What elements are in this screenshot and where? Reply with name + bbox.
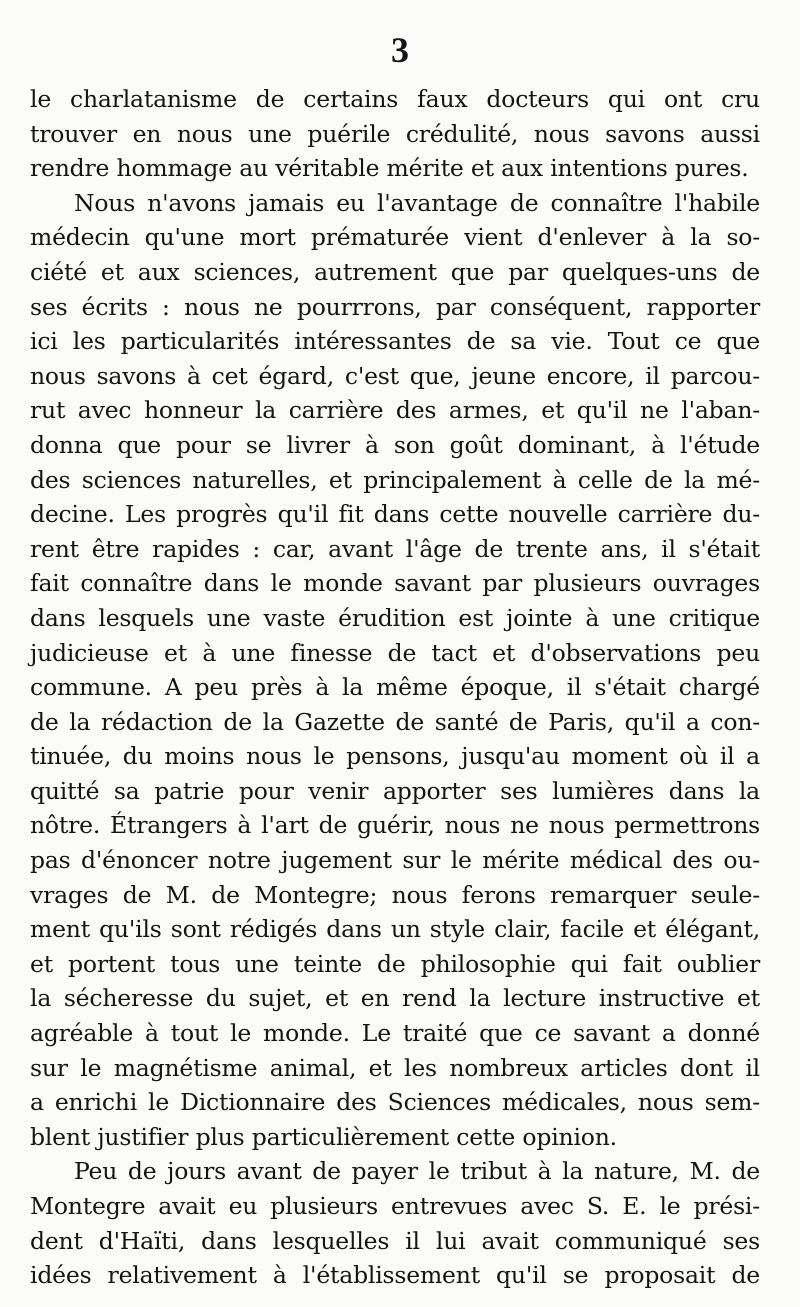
text-line: dent d'Haïti, dans lesquelles il lui avait communiqué ses: [30, 1226, 760, 1255]
text-line: ment qu'ils sont rédigés dans un style clair, facile et élégant,: [30, 915, 760, 944]
text-line: agréable à tout le monde. Le traité que ce savant a donné: [30, 1019, 760, 1048]
text-line: ici les particularités intéressantes de sa vie. Tout ce que: [30, 327, 760, 356]
text-line: Nous n'avons jamais eu l'avantage de connaître l'habile: [74, 188, 760, 217]
text-line: le charlatanisme de certains faux docteurs qui ont cru: [30, 85, 760, 113]
text-line: fait connaître dans le monde savant par plusieurs ouvrages: [30, 569, 760, 598]
text-line: judicieuse et à une finesse de tact et d'observations peu: [30, 638, 760, 667]
text-line: pas d'énoncer notre jugement sur le mérite médical des ou-: [30, 846, 760, 875]
text-line: rut avec honneur la carrière des armes, et qu'il ne l'aban-: [30, 396, 760, 425]
text-line: rent être rapides : car, avant l'âge de trente ans, il s'était: [30, 534, 760, 563]
text-line: ses écrits : nous ne pourrrons, par conséquent, rapporter: [30, 292, 760, 321]
text-line: idées relativement à l'établissement qu'il se proposait de: [30, 1261, 760, 1290]
text-line: commune. A peu près à la même époque, il s'était chargé: [30, 673, 760, 702]
text-line: dans lesquels une vaste érudition est jointe à une critique: [30, 603, 760, 632]
text-line: vrages de M. de Montegre; nous ferons remarquer seule-: [30, 880, 760, 909]
text-line: la sécheresse du sujet, et en rend la lecture instructive et: [30, 984, 760, 1013]
text-line: ciété et aux sciences, autrement que par quelques-uns de: [30, 257, 760, 286]
text-line: nôtre. Étrangers à l'art de guérir, nous ne nous permettrons: [30, 811, 760, 840]
text-line: a enrichi le Dictionnaire des Sciences médicales, nous sem-: [30, 1088, 760, 1117]
body-text: [30, 82, 760, 1293]
text-line: donna que pour se livrer à son goût dominant, à l'étude: [30, 430, 760, 459]
text-line: blent justifier plus particulièrement cette opinion.: [30, 1122, 617, 1151]
text-line: Montegre avait eu plusieurs entrevues avec S. E. le prési-: [30, 1192, 760, 1220]
text-line: trouver en nous une puérile crédulité, nous savons aussi: [30, 119, 760, 148]
text-line: Peu de jours avant de payer le tribut à la nature, M. de: [74, 1157, 760, 1186]
text-line: médecin qu'une mort prématurée vient d'enlever à la so-: [30, 223, 760, 252]
text-line: sur le magnétisme animal, et les nombreux articles dont il: [30, 1053, 760, 1082]
page-number: 3: [391, 30, 409, 70]
text-line: quitté sa patrie pour venir apporter ses lumières dans la: [30, 776, 760, 805]
text-line: decine. Les progrès qu'il fit dans cette nouvelle carrière du-: [30, 500, 760, 529]
text-line: des sciences naturelles, et principalement à celle de la mé-: [30, 465, 760, 494]
text-line: de la rédaction de la Gazette de santé de Paris, qu'il a con-: [30, 707, 760, 736]
text-line: nous savons à cet égard, c'est que, jeune encore, il parcou-: [30, 361, 760, 390]
text-line: et portent tous une teinte de philosophie qui fait oublier: [30, 949, 760, 978]
text-line: rendre hommage au véritable mérite et aux intentions pures.: [30, 154, 749, 183]
text-line: tinuée, du moins nous le pensons, jusqu'au moment où il a: [30, 742, 760, 771]
